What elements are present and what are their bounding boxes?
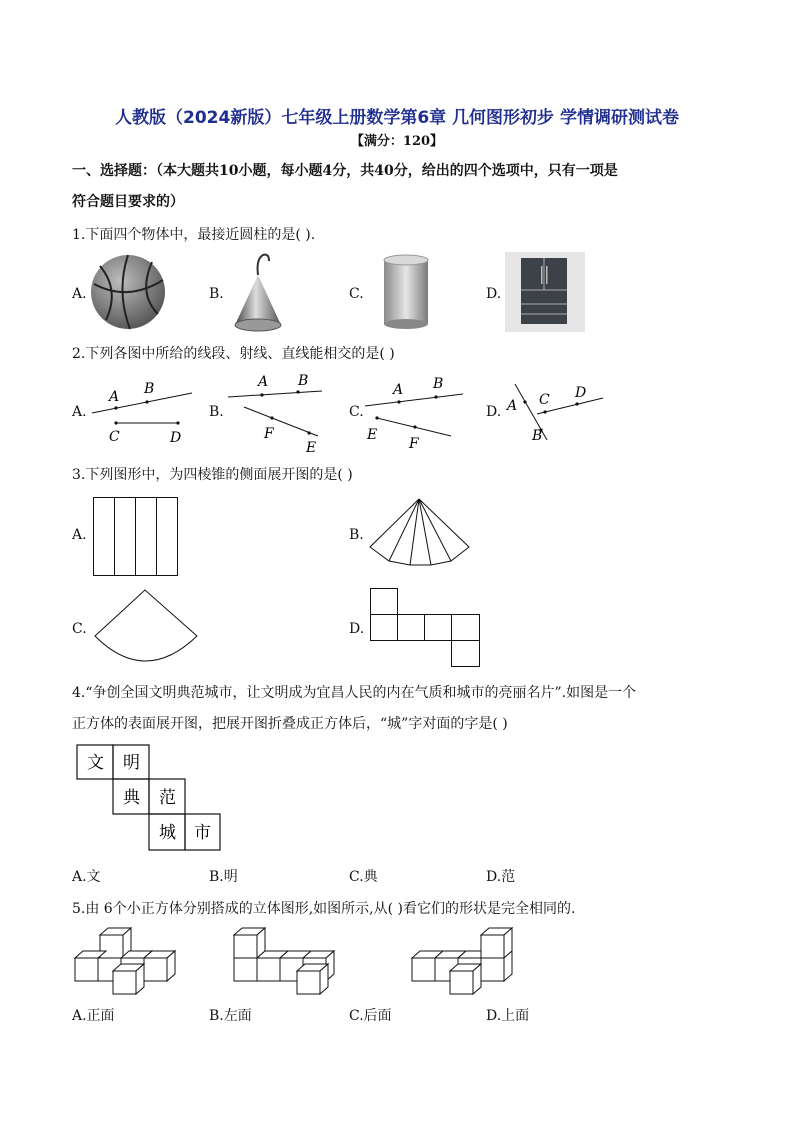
point-label: A (393, 382, 404, 398)
section-heading-line1: 一、选择题：（本大题共10小题，每小题4分，共40分，给出的四个选项中，只有一项是 (72, 163, 618, 179)
point-label: E (306, 440, 317, 456)
point-label: D (575, 385, 587, 401)
basketball-image (90, 254, 166, 330)
net-cell-text: 文 (87, 753, 104, 773)
point-label: F (264, 426, 274, 442)
point-label: B (298, 373, 309, 389)
q2-option-b-label: B. (209, 404, 224, 420)
q3-option-b-label: B. (349, 527, 364, 543)
q1-option-c-label: C. (349, 286, 364, 302)
net-cell-text: 范 (159, 788, 176, 808)
full-score: 【满分：120】 (350, 134, 444, 149)
point-label: A (258, 374, 269, 390)
q3-figure-d-net (370, 588, 482, 668)
point-label: C (539, 392, 550, 408)
q4-option-d: D.范 (486, 869, 516, 885)
q2-option-a-label: A. (72, 404, 87, 420)
q3-option-d-label: D. (349, 621, 365, 637)
q3-stem: 3.下列图形中，为四棱锥的侧面展开图的是( ) (72, 467, 353, 483)
point-label: A (109, 389, 120, 405)
point-label: D (170, 430, 182, 446)
q2-stem: 2.下列各图中所给的线段、射线、直线能相交的是( ) (72, 346, 395, 362)
ray-ab (92, 393, 192, 413)
q3-option-c-label: C. (72, 621, 87, 637)
q4-option-c: C.典 (349, 869, 378, 885)
q2-option-c-label: C. (349, 404, 364, 420)
q5-option-b: B.左面 (209, 1008, 252, 1024)
q1-option-b-label: B. (209, 286, 224, 302)
q5-stem: 5.由 6个小正方体分别搭成的立体图形,如图所示,从( )看它们的形状是完全相同的. (72, 901, 576, 917)
point-label: B (144, 381, 155, 397)
section-heading-line2: 符合题目要求的） (72, 194, 184, 210)
net-cell-text: 市 (194, 823, 211, 843)
q5-option-a: A.正面 (72, 1008, 115, 1024)
q2-figure-d (503, 380, 609, 450)
cone-weight-image (225, 253, 289, 333)
point-label: B (532, 428, 543, 444)
q2-figure-a (90, 375, 195, 445)
q2-figure-b (226, 372, 331, 456)
refrigerator-image (505, 252, 585, 332)
q5-solid-2 (232, 927, 340, 995)
net-cell-text: 城 (159, 823, 176, 843)
point-label: F (409, 436, 419, 452)
ray-fe (244, 407, 318, 436)
point-label: A (507, 398, 518, 414)
q2-option-d-label: D. (486, 404, 502, 420)
point-label: C (109, 429, 120, 445)
q3-figure-c-sector (93, 588, 199, 668)
point-label: B (433, 376, 444, 392)
line-ab (228, 391, 322, 397)
q2-figure-c (363, 374, 468, 454)
q4-option-a: A.文 (72, 869, 101, 885)
q1-option-d-label: D. (486, 286, 502, 302)
q5-solid-3 (410, 927, 518, 995)
point-label: E (367, 427, 378, 443)
q3-option-a-label: A. (72, 527, 87, 543)
q1-option-a-label: A. (72, 286, 87, 302)
segment-ab (365, 394, 463, 406)
q3-figure-a-rectangles (93, 497, 179, 577)
net-cell-text: 典 (123, 788, 140, 808)
q4-cube-net (76, 744, 222, 852)
q5-solid-1 (73, 927, 179, 995)
page-title: 人教版（2024新版）七年级上册数学第6章 几何图形初步 学情调研测试卷 (115, 108, 679, 128)
q3-figure-b-triangles-fan (369, 497, 471, 567)
cylinder-image (382, 254, 430, 330)
q5-option-c: C.后面 (349, 1008, 392, 1024)
q4-stem-line2: 正方体的表面展开图，把展开图折叠成正方体后，“城”字对面的字是( ) (72, 716, 508, 732)
q4-stem-line1: 4.“争创全国文明典范城市，让文明成为宜昌人民的内在气质和城市的亮丽名片”.如图是一个 (72, 685, 637, 701)
net-cell-text: 明 (123, 753, 140, 773)
q4-option-b: B.明 (209, 869, 238, 885)
q5-option-d: D.上面 (486, 1008, 530, 1024)
q1-stem: 1.下面四个物体中，最接近圆柱的是( ). (72, 227, 316, 243)
